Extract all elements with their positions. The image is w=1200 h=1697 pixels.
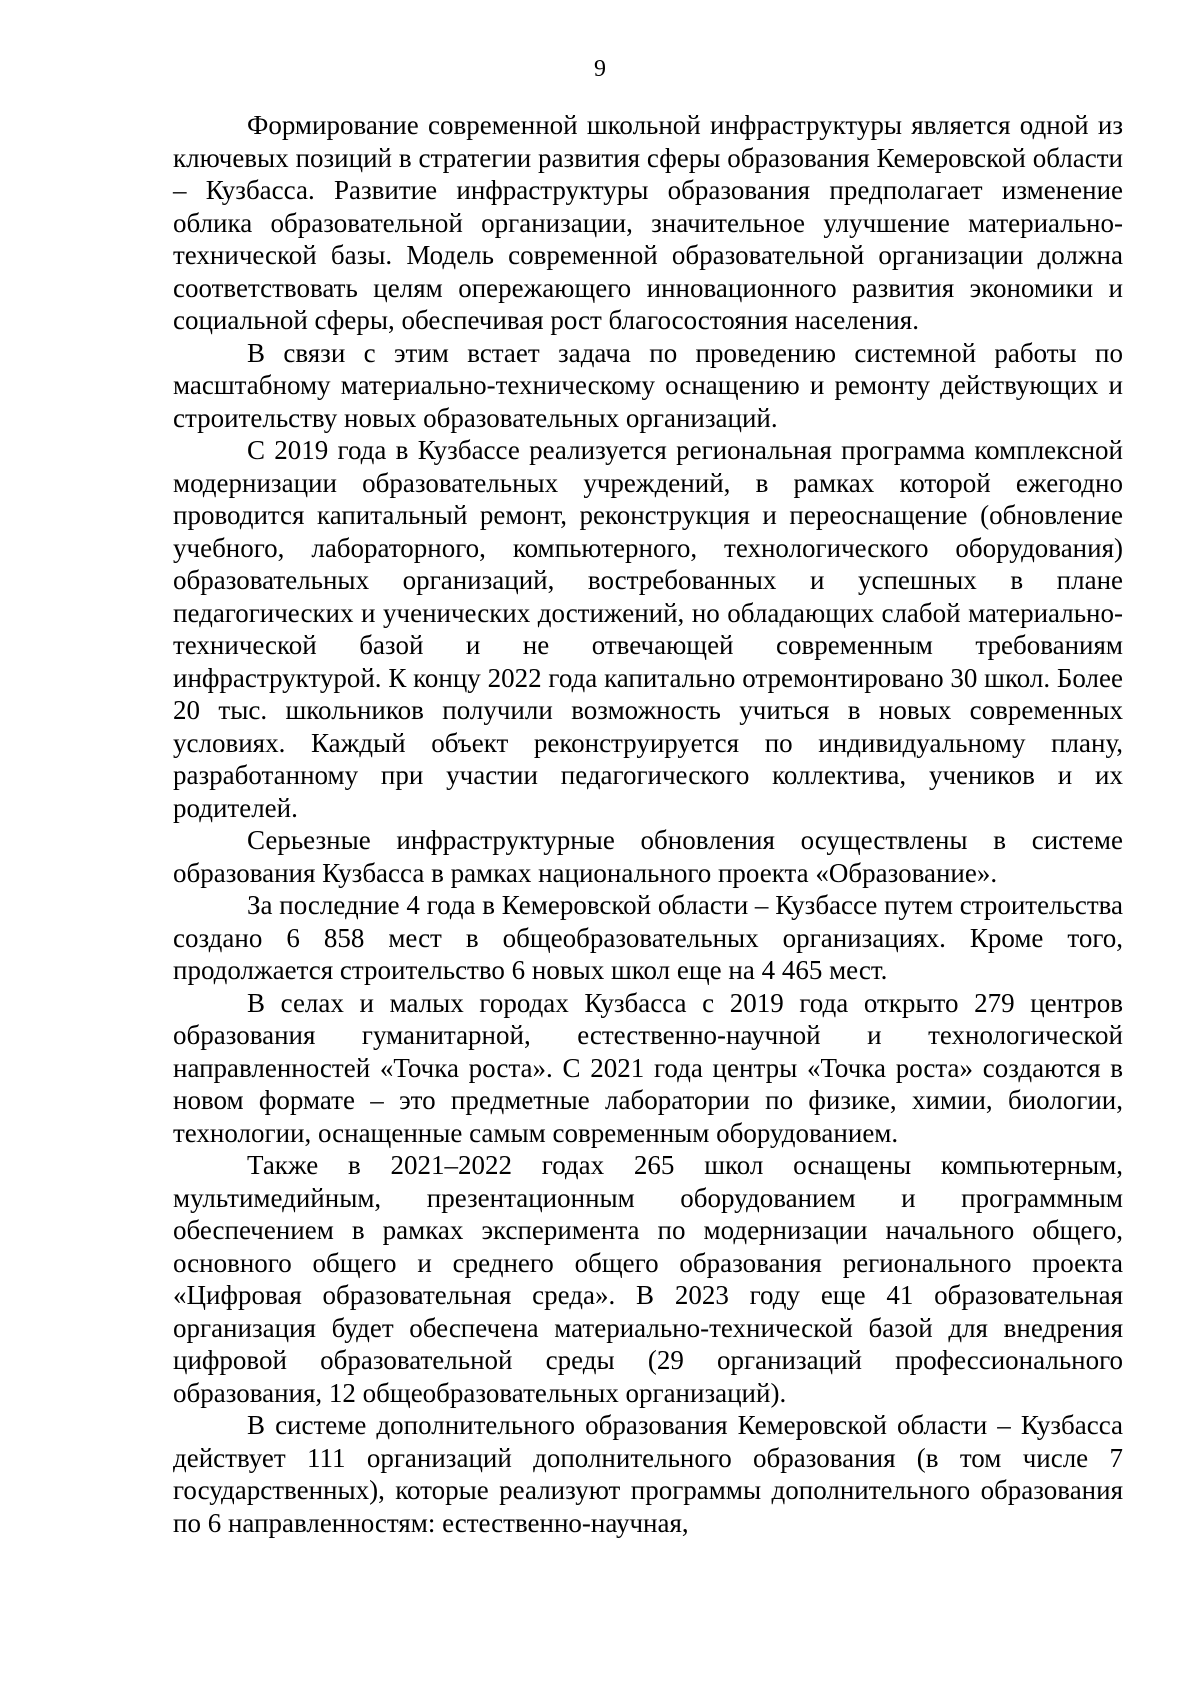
paragraph-additional-education: В системе дополнительного образования Кемеровской области – Кузбасса действует 111 организаций дополнительного образования (в том числе 7 государственных), которые реализуют программы дополнительного образования по 6 направленностям: естественно-научная, [173, 1410, 1123, 1538]
paragraph-school-infrastructure: Формирование современной школьной инфраструктуры является одной из ключевых позиций в стратегии развития сферы образования Кемеровской области – Кузбасса. Развитие инфраструктуры образования предполагает изменение облика образовательной организации, значительное улучшение материально-технической базы. Модель современной образовательной организации должна соответствовать целям опережающего инновационного развития экономики и социальной сферы, обеспечивая рост благосостояния населения. [173, 110, 1123, 335]
paragraph-digital-environment: Также в 2021–2022 годах 265 школ оснащены компьютерным, мультимедийным, презентационным оборудованием и программным обеспечением в рамках эксперимента по модернизации начального общего, основного общего и среднего общего образования регионального проекта «Цифровая образовательная среда». В 2023 году еще 41 образовательная организация будет обеспечена материально-технической базой для внедрения цифровой образовательной среды (29 организаций профессионального образования, 12 общеобразовательных организаций). [173, 1150, 1123, 1408]
paragraph-modernization-program: С 2019 года в Кузбассе реализуется региональная программа комплексной модернизации образовательных учреждений, в рамках которой ежегодно проводится капитальный ремонт, реконструкция и переоснащение (обновление учебного, лабораторного, компьютерного, технологического оборудования) образовательных организаций, востребованных и успешных в плане педагогических и ученических достижений, но обладающих слабой материально-технической базой и не отвечающей современным требованиям инфраструктурой. К концу 2022 года капитально отремонтировано 30 школ. Более 20 тыс. школьников получили возможность учиться в новых современных условиях. Каждый объект реконструируется по индивидуальному плану, разработанному при участии педагогического коллектива, учеников и их родителей. [173, 435, 1123, 823]
document-body [173, 109, 1123, 1539]
paragraph-new-places: За последние 4 года в Кемеровской области – Кузбассе путем строительства создано 6 858 мест в общеобразовательных организациях. Кроме того, продолжается строительство 6 новых школ еще на 4 465 мест. [173, 890, 1123, 985]
page-number: 9 [594, 56, 606, 82]
paragraph-systemic-work: В связи с этим встает задача по проведению системной работы по масштабному материально-техническому оснащению и ремонту действующих и строительству новых образовательных организаций. [173, 337, 1123, 433]
paragraph-growth-points: В селах и малых городах Кузбасса с 2019 года открыто 279 центров образования гуманитарной, естественно-научной и технологической направленностей «Точка роста». С 2021 года центры «Точка роста» создаются в новом формате – это предметные лаборатории по физике, химии, биологии, технологии, оснащенные самым современным оборудованием. [173, 987, 1123, 1148]
paragraph-national-project: Серьезные инфраструктурные обновления осуществлены в системе образования Кузбасса в рамках национального проекта «Образование». [173, 825, 1123, 888]
